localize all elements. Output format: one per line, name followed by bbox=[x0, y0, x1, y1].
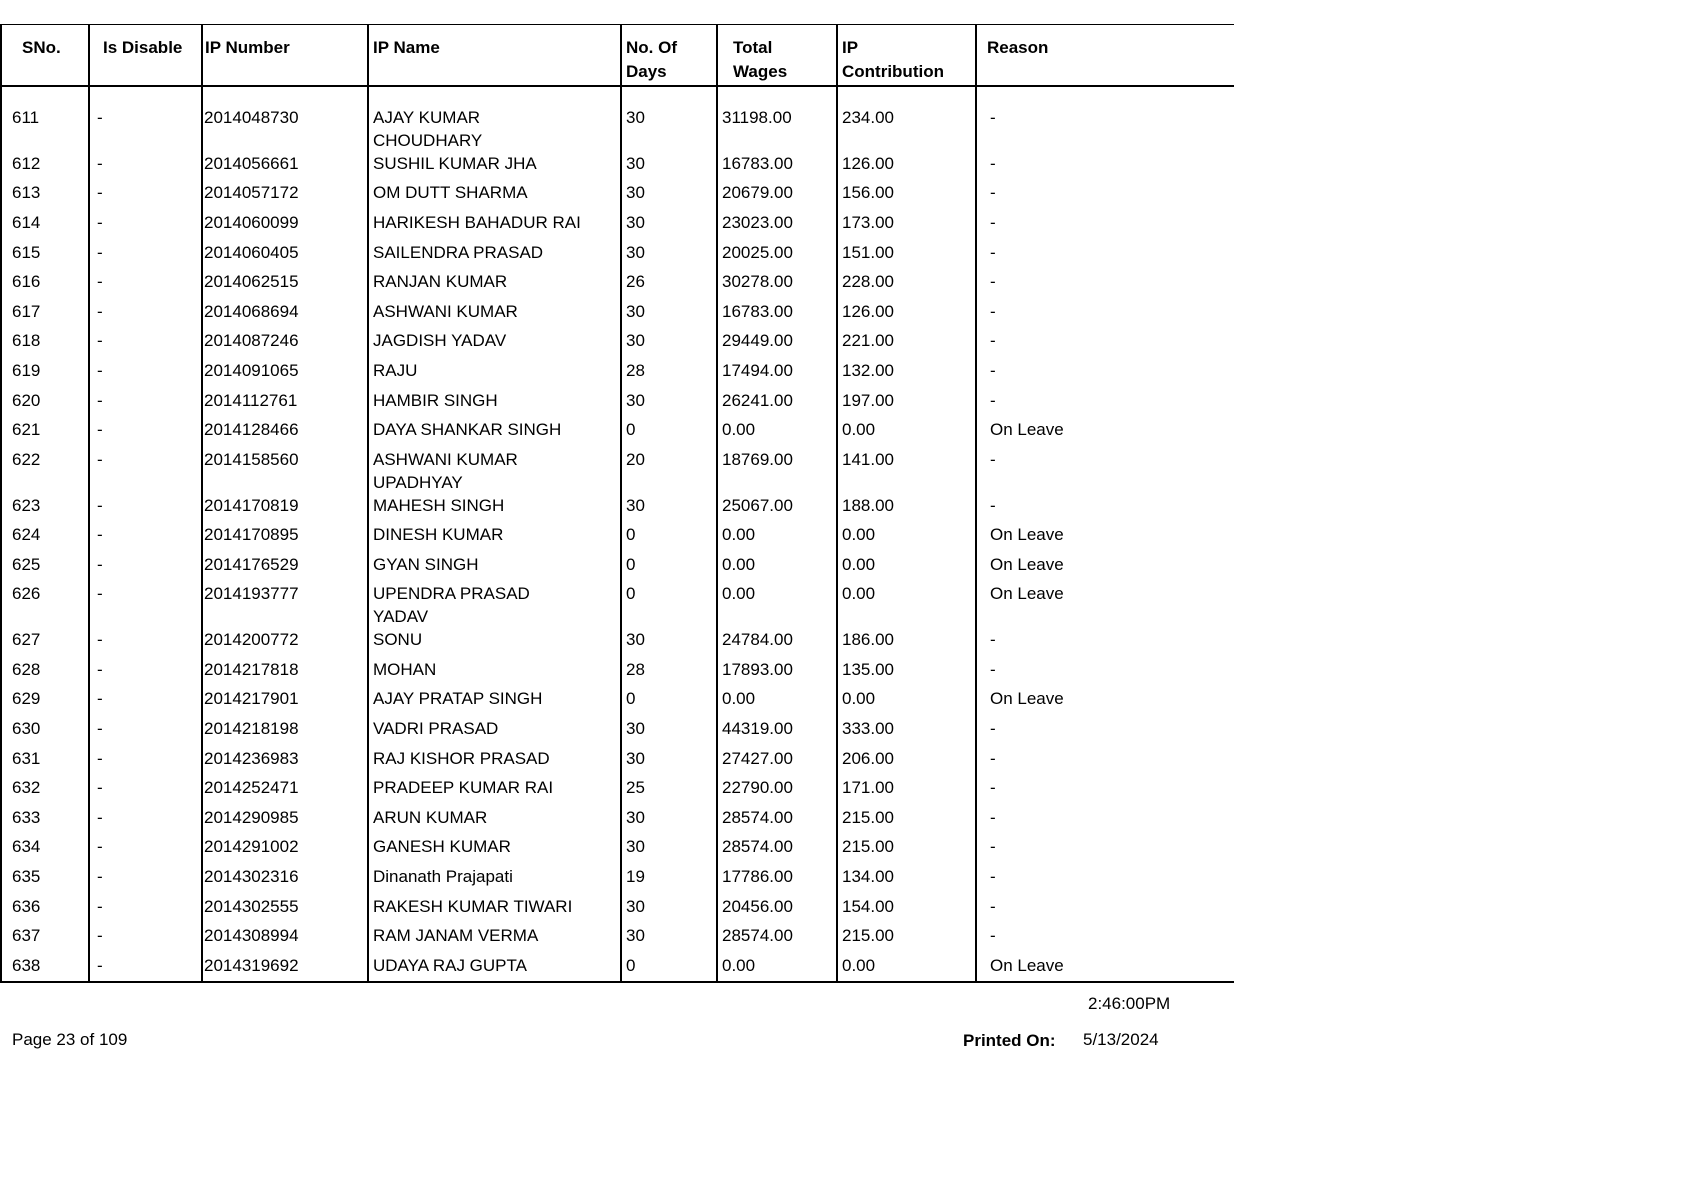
cell-ip-name: SONU bbox=[373, 630, 423, 650]
cell-is-disable: - bbox=[97, 955, 103, 975]
cell-ip-name: RAJ KISHOR PRASAD bbox=[373, 748, 550, 768]
cell-reason: - bbox=[990, 778, 996, 798]
cell-total-wages: 22790.00 bbox=[722, 778, 793, 798]
cell-ip-name: GYAN SINGH bbox=[373, 554, 479, 574]
cell-ip-contribution: 186.00 bbox=[842, 630, 894, 650]
cell-ip-number: 2014302555 bbox=[204, 896, 299, 916]
cell-is-disable: - bbox=[97, 242, 103, 262]
cell-ip-number: 2014087246 bbox=[204, 331, 299, 351]
header-wages-line1: Total bbox=[733, 38, 773, 57]
cell-ip-contribution: 171.00 bbox=[842, 778, 894, 798]
cell-ip-number: 2014252471 bbox=[204, 778, 299, 798]
cell-total-wages: 24784.00 bbox=[722, 630, 793, 650]
cell-days: 30 bbox=[626, 748, 645, 768]
cell-sno: 621 bbox=[12, 420, 41, 440]
cell-ip-contribution: 0.00 bbox=[842, 420, 876, 440]
cell-ip-name: PRADEEP KUMAR RAI bbox=[373, 778, 554, 798]
cell-ip-number: 2014217818 bbox=[204, 659, 299, 679]
cell-is-disable: - bbox=[97, 331, 103, 351]
cell-ip-name: RAJU bbox=[373, 361, 418, 380]
table-top-border bbox=[0, 24, 1234, 25]
header-contribution-line2: Contribution bbox=[842, 62, 944, 81]
cell-is-disable: - bbox=[97, 525, 103, 545]
cell-total-wages: 30278.00 bbox=[722, 272, 793, 292]
cell-total-wages: 28574.00 bbox=[722, 837, 793, 857]
cell-ip-name: MAHESH SINGH bbox=[373, 495, 505, 515]
cell-days: 0 bbox=[626, 689, 636, 709]
cell-sno: 626 bbox=[12, 584, 41, 604]
cell-days: 30 bbox=[626, 390, 645, 410]
cell-is-disable: - bbox=[97, 689, 103, 709]
cell-total-wages: 0.00 bbox=[722, 525, 756, 545]
header-sno: SNo. bbox=[22, 38, 61, 57]
cell-sno: 630 bbox=[12, 719, 41, 738]
cell-is-disable: - bbox=[97, 584, 103, 604]
cell-reason: - bbox=[990, 837, 996, 857]
cell-is-disable: - bbox=[97, 807, 103, 827]
cell-total-wages: 28574.00 bbox=[722, 926, 793, 946]
cell-total-wages: 20025.00 bbox=[722, 242, 793, 262]
cell-ip-number: 2014056661 bbox=[204, 153, 299, 173]
cell-ip-number: 2014057172 bbox=[204, 183, 299, 203]
cell-sno: 628 bbox=[12, 659, 41, 679]
cell-is-disable: - bbox=[97, 554, 103, 574]
cell-sno: 635 bbox=[12, 867, 41, 886]
cell-sno: 614 bbox=[12, 213, 41, 232]
cell-total-wages: 0.00 bbox=[722, 689, 756, 709]
cell-reason: - bbox=[990, 183, 996, 203]
cell-is-disable: - bbox=[97, 837, 103, 857]
cell-total-wages: 20679.00 bbox=[722, 183, 793, 203]
cell-ip-contribution: 156.00 bbox=[842, 183, 894, 203]
table-bottom-border bbox=[0, 981, 1234, 983]
cell-ip-name: RAM JANAM VERMA bbox=[373, 926, 539, 946]
cell-sno: 624 bbox=[12, 525, 41, 545]
cell-days: 25 bbox=[626, 778, 645, 798]
cell-total-wages: 20456.00 bbox=[722, 896, 793, 916]
cell-days: 30 bbox=[626, 896, 645, 916]
cell-ip-contribution: 206.00 bbox=[842, 748, 894, 768]
cell-is-disable: - bbox=[97, 108, 103, 127]
cell-is-disable: - bbox=[97, 361, 103, 380]
cell-sno: 618 bbox=[12, 331, 41, 351]
cell-sno: 629 bbox=[12, 689, 41, 709]
cell-ip-contribution: 134.00 bbox=[842, 867, 894, 886]
cell-sno: 623 bbox=[12, 495, 41, 515]
cell-ip-contribution: 215.00 bbox=[842, 837, 894, 857]
cell-ip-name: ARUN KUMAR bbox=[373, 807, 488, 827]
cell-ip-contribution: 188.00 bbox=[842, 495, 894, 515]
cell-days: 30 bbox=[626, 719, 645, 738]
cell-days: 30 bbox=[626, 153, 645, 173]
cell-sno: 636 bbox=[12, 896, 41, 916]
cell-sno: 616 bbox=[12, 272, 41, 292]
cell-ip-number: 2014170819 bbox=[204, 495, 299, 515]
cell-ip-contribution: 215.00 bbox=[842, 926, 894, 946]
cell-reason: - bbox=[990, 213, 996, 232]
cell-days: 28 bbox=[626, 361, 645, 380]
cell-ip-number: 2014291002 bbox=[204, 837, 299, 857]
cell-is-disable: - bbox=[97, 301, 103, 321]
cell-total-wages: 18769.00 bbox=[722, 449, 793, 469]
column-divider bbox=[367, 25, 369, 983]
cell-days: 30 bbox=[626, 183, 645, 203]
cell-ip-number: 2014302316 bbox=[204, 867, 299, 886]
cell-ip-number: 2014048730 bbox=[204, 108, 299, 127]
cell-total-wages: 28574.00 bbox=[722, 807, 793, 827]
cell-ip-contribution: 0.00 bbox=[842, 584, 876, 604]
column-divider bbox=[975, 25, 977, 983]
cell-is-disable: - bbox=[97, 272, 103, 292]
cell-ip-contribution: 215.00 bbox=[842, 807, 894, 827]
cell-sno: 632 bbox=[12, 778, 41, 798]
column-divider bbox=[201, 25, 203, 983]
cell-reason: On Leave bbox=[990, 584, 1064, 604]
header-days-line2: Days bbox=[626, 62, 667, 81]
cell-ip-contribution: 0.00 bbox=[842, 689, 876, 709]
cell-reason: - bbox=[990, 495, 996, 515]
cell-sno: 619 bbox=[12, 361, 41, 380]
cell-is-disable: - bbox=[97, 449, 103, 469]
cell-total-wages: 17893.00 bbox=[722, 659, 793, 679]
cell-ip-contribution: 197.00 bbox=[842, 390, 894, 410]
cell-ip-contribution: 0.00 bbox=[842, 525, 876, 545]
cell-ip-number: 2014193777 bbox=[204, 584, 299, 604]
cell-ip-contribution: 126.00 bbox=[842, 153, 894, 173]
cell-reason: - bbox=[990, 331, 996, 351]
cell-days: 30 bbox=[626, 630, 645, 650]
cell-ip-name: HAMBIR SINGH bbox=[373, 390, 498, 410]
cell-sno: 622 bbox=[12, 449, 41, 469]
cell-ip-name: ASHWANI KUMAR bbox=[373, 301, 518, 321]
cell-ip-number: 2014319692 bbox=[204, 955, 299, 975]
cell-ip-name: RANJAN KUMAR bbox=[373, 272, 508, 292]
cell-total-wages: 0.00 bbox=[722, 420, 756, 440]
cell-reason: - bbox=[990, 896, 996, 916]
cell-is-disable: - bbox=[97, 213, 103, 232]
cell-is-disable: - bbox=[97, 896, 103, 916]
cell-days: 30 bbox=[626, 926, 645, 946]
header-reason: Reason bbox=[987, 38, 1049, 57]
cell-ip-contribution: 151.00 bbox=[842, 242, 894, 262]
cell-sno: 615 bbox=[12, 242, 41, 262]
column-divider bbox=[88, 25, 90, 983]
cell-reason: - bbox=[990, 390, 996, 410]
cell-ip-contribution: 228.00 bbox=[842, 272, 894, 292]
cell-total-wages: 44319.00 bbox=[722, 719, 793, 738]
cell-reason: On Leave bbox=[990, 420, 1064, 440]
cell-ip-contribution: 135.00 bbox=[842, 659, 894, 679]
cell-ip-number: 2014290985 bbox=[204, 807, 299, 827]
cell-ip-name: VADRI PRASAD bbox=[373, 719, 499, 738]
cell-reason: - bbox=[990, 748, 996, 768]
cell-ip-number: 2014308994 bbox=[204, 926, 299, 946]
cell-ip-number: 2014060099 bbox=[204, 213, 299, 232]
cell-ip-contribution: 154.00 bbox=[842, 896, 894, 916]
cell-reason: - bbox=[990, 719, 996, 738]
cell-ip-name: UPADHYAY bbox=[373, 472, 463, 492]
cell-ip-name: SAILENDRA PRASAD bbox=[373, 242, 544, 262]
cell-days: 0 bbox=[626, 554, 636, 574]
cell-reason: - bbox=[990, 630, 996, 650]
cell-ip-name: Dinanath Prajapati bbox=[373, 867, 513, 886]
cell-is-disable: - bbox=[97, 153, 103, 173]
cell-ip-number: 2014218198 bbox=[204, 719, 299, 738]
header-wages-line2: Wages bbox=[733, 62, 788, 81]
cell-total-wages: 16783.00 bbox=[722, 301, 793, 321]
cell-ip-name: GANESH KUMAR bbox=[373, 837, 511, 857]
cell-total-wages: 16783.00 bbox=[722, 153, 793, 173]
cell-sno: 634 bbox=[12, 837, 41, 857]
cell-ip-number: 2014112761 bbox=[204, 390, 298, 410]
cell-ip-contribution: 333.00 bbox=[842, 719, 894, 738]
cell-days: 0 bbox=[626, 525, 636, 545]
cell-reason: - bbox=[990, 301, 996, 321]
cell-days: 30 bbox=[626, 108, 645, 127]
cell-ip-number: 2014068694 bbox=[204, 301, 299, 321]
column-divider bbox=[716, 25, 718, 983]
cell-ip-contribution: 221.00 bbox=[842, 331, 894, 351]
cell-reason: - bbox=[990, 867, 996, 886]
cell-days: 0 bbox=[626, 420, 636, 440]
cell-ip-contribution: 126.00 bbox=[842, 301, 894, 321]
cell-sno: 611 bbox=[12, 108, 40, 127]
cell-ip-contribution: 132.00 bbox=[842, 361, 894, 380]
cell-reason: - bbox=[990, 361, 996, 380]
cell-reason: On Leave bbox=[990, 554, 1064, 574]
cell-reason: - bbox=[990, 108, 996, 127]
cell-total-wages: 17786.00 bbox=[722, 867, 793, 886]
cell-is-disable: - bbox=[97, 659, 103, 679]
header-is-disable: Is Disable bbox=[103, 38, 183, 57]
cell-days: 30 bbox=[626, 242, 645, 262]
header-days-line1: No. Of bbox=[626, 38, 677, 57]
cell-is-disable: - bbox=[97, 926, 103, 946]
cell-ip-name: MOHAN bbox=[373, 659, 437, 679]
cell-sno: 637 bbox=[12, 926, 41, 946]
cell-ip-number: 2014236983 bbox=[204, 748, 299, 768]
cell-ip-name: AJAY PRATAP SINGH bbox=[373, 689, 543, 709]
cell-ip-name: AJAY KUMAR bbox=[373, 108, 481, 127]
cell-reason: On Leave bbox=[990, 955, 1064, 975]
cell-sno: 620 bbox=[12, 390, 41, 410]
cell-ip-name: DAYA SHANKAR SINGH bbox=[373, 420, 562, 440]
cell-ip-contribution: 173.00 bbox=[842, 213, 894, 232]
cell-sno: 613 bbox=[12, 183, 41, 203]
cell-total-wages: 27427.00 bbox=[722, 748, 793, 768]
cell-reason: On Leave bbox=[990, 689, 1064, 709]
cell-sno: 627 bbox=[12, 630, 41, 650]
cell-days: 30 bbox=[626, 213, 645, 232]
cell-ip-name: UDAYA RAJ GUPTA bbox=[373, 955, 527, 975]
cell-ip-number: 2014062515 bbox=[204, 272, 299, 292]
cell-ip-number: 2014217901 bbox=[204, 689, 299, 709]
cell-total-wages: 26241.00 bbox=[722, 390, 793, 410]
cell-is-disable: - bbox=[97, 630, 103, 650]
cell-ip-number: 2014170895 bbox=[204, 525, 299, 545]
cell-ip-number: 2014128466 bbox=[204, 420, 299, 440]
cell-ip-name: UPENDRA PRASAD bbox=[373, 584, 530, 604]
cell-is-disable: - bbox=[97, 778, 103, 798]
cell-ip-number: 2014091065 bbox=[204, 361, 299, 380]
print-time: 2:46:00PM bbox=[1088, 994, 1171, 1013]
printed-on-date: 5/13/2024 bbox=[1083, 1030, 1159, 1049]
cell-ip-number: 2014060405 bbox=[204, 242, 299, 262]
cell-ip-name: DINESH KUMAR bbox=[373, 525, 504, 545]
cell-sno: 617 bbox=[12, 301, 41, 321]
cell-ip-contribution: 0.00 bbox=[842, 554, 876, 574]
cell-ip-number: 2014158560 bbox=[204, 449, 299, 469]
cell-sno: 625 bbox=[12, 554, 41, 574]
cell-total-wages: 0.00 bbox=[722, 554, 756, 574]
column-divider bbox=[0, 25, 2, 983]
cell-ip-number: 2014176529 bbox=[204, 554, 299, 574]
cell-ip-name: SUSHIL KUMAR JHA bbox=[373, 153, 537, 173]
cell-is-disable: - bbox=[97, 183, 103, 203]
cell-reason: - bbox=[990, 153, 996, 173]
cell-sno: 633 bbox=[12, 807, 41, 827]
cell-total-wages: 17494.00 bbox=[722, 361, 793, 380]
cell-days: 20 bbox=[626, 449, 645, 469]
cell-days: 30 bbox=[626, 301, 645, 321]
cell-ip-number: 2014200772 bbox=[204, 630, 299, 650]
cell-total-wages: 0.00 bbox=[722, 955, 756, 975]
cell-is-disable: - bbox=[97, 719, 103, 738]
cell-reason: - bbox=[990, 659, 996, 679]
cell-ip-contribution: 234.00 bbox=[842, 108, 894, 127]
header-ip-number: IP Number bbox=[205, 38, 290, 57]
cell-total-wages: 23023.00 bbox=[722, 213, 793, 232]
cell-ip-name: JAGDISH YADAV bbox=[373, 331, 507, 351]
cell-ip-contribution: 141.00 bbox=[842, 449, 894, 469]
cell-total-wages: 29449.00 bbox=[722, 331, 793, 351]
column-divider bbox=[836, 25, 838, 983]
header-bottom-border bbox=[0, 85, 1234, 87]
cell-days: 30 bbox=[626, 837, 645, 857]
cell-total-wages: 31198.00 bbox=[722, 108, 792, 127]
cell-days: 0 bbox=[626, 955, 636, 975]
cell-days: 30 bbox=[626, 807, 645, 827]
cell-sno: 638 bbox=[12, 955, 41, 975]
cell-days: 19 bbox=[626, 867, 645, 886]
cell-days: 28 bbox=[626, 659, 645, 679]
cell-days: 30 bbox=[626, 495, 645, 515]
cell-reason: On Leave bbox=[990, 525, 1064, 545]
cell-days: 26 bbox=[626, 272, 645, 292]
cell-days: 0 bbox=[626, 584, 636, 604]
cell-ip-name: YADAV bbox=[373, 607, 429, 627]
cell-is-disable: - bbox=[97, 748, 103, 768]
printed-on-label: Printed On: bbox=[963, 1031, 1056, 1050]
cell-ip-name: ASHWANI KUMAR bbox=[373, 449, 518, 469]
column-divider bbox=[620, 25, 622, 983]
cell-sno: 631 bbox=[12, 748, 41, 768]
header-ip-name: IP Name bbox=[373, 38, 440, 57]
cell-is-disable: - bbox=[97, 495, 103, 515]
cell-total-wages: 25067.00 bbox=[722, 495, 793, 515]
cell-reason: - bbox=[990, 807, 996, 827]
cell-ip-name: CHOUDHARY bbox=[373, 131, 483, 150]
cell-ip-contribution: 0.00 bbox=[842, 955, 876, 975]
cell-ip-name: OM DUTT SHARMA bbox=[373, 183, 528, 203]
header-contribution-line1: IP bbox=[842, 38, 859, 57]
cell-reason: - bbox=[990, 272, 996, 292]
cell-days: 30 bbox=[626, 331, 645, 351]
cell-ip-name: RAKESH KUMAR TIWARI bbox=[373, 896, 573, 916]
page-number: Page 23 of 109 bbox=[12, 1030, 128, 1049]
cell-is-disable: - bbox=[97, 420, 103, 440]
cell-total-wages: 0.00 bbox=[722, 584, 756, 604]
cell-sno: 612 bbox=[12, 153, 41, 173]
cell-reason: - bbox=[990, 926, 996, 946]
cell-is-disable: - bbox=[97, 390, 103, 410]
cell-is-disable: - bbox=[97, 867, 103, 886]
cell-reason: - bbox=[990, 242, 996, 262]
cell-ip-name: HARIKESH BAHADUR RAI bbox=[373, 213, 581, 232]
cell-reason: - bbox=[990, 449, 996, 469]
